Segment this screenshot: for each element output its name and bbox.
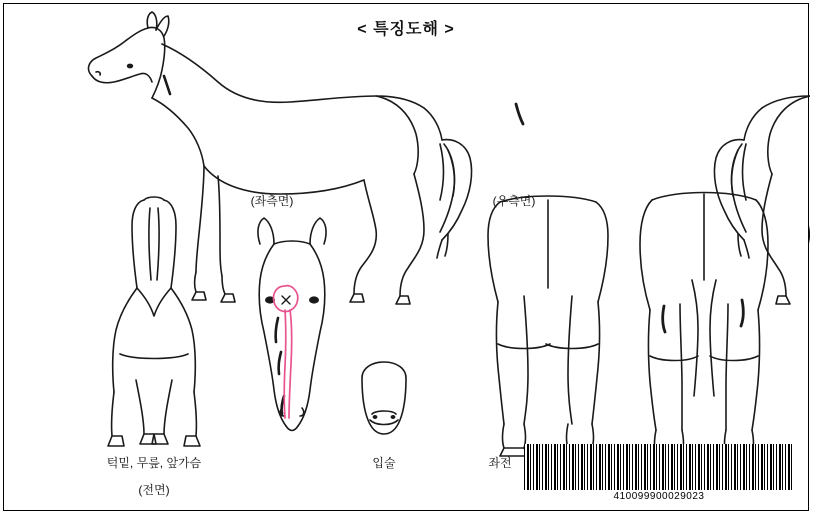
horse-front-legs-rear-view (488, 196, 608, 456)
caption-left-side: (좌측면) (250, 194, 294, 208)
certificate-sheet (3, 3, 809, 511)
horse-muzzle (362, 362, 406, 434)
barcode-block (524, 444, 794, 502)
caption-right-side: (우측면) (492, 194, 536, 208)
horse-head-front (258, 218, 326, 431)
horse-diagram-artwork (4, 4, 810, 512)
barcode-number: 410099900029023 (613, 491, 705, 502)
horse-right-side (714, 12, 810, 304)
caption-front-body: 턱밑, 무릎, 앞가슴 (106, 456, 202, 470)
caption-muzzle: 입술 (372, 456, 396, 470)
horse-front-body (108, 197, 200, 446)
horse-hind-legs-rear-view (640, 193, 768, 463)
page-title: < 특징도해 > (357, 21, 455, 38)
caption-front-body-sub: (전면) (138, 483, 170, 497)
horse-left-side (89, 12, 472, 304)
barcode-stripes (524, 444, 794, 490)
caption-left-front-leg: 좌전 (488, 456, 512, 470)
